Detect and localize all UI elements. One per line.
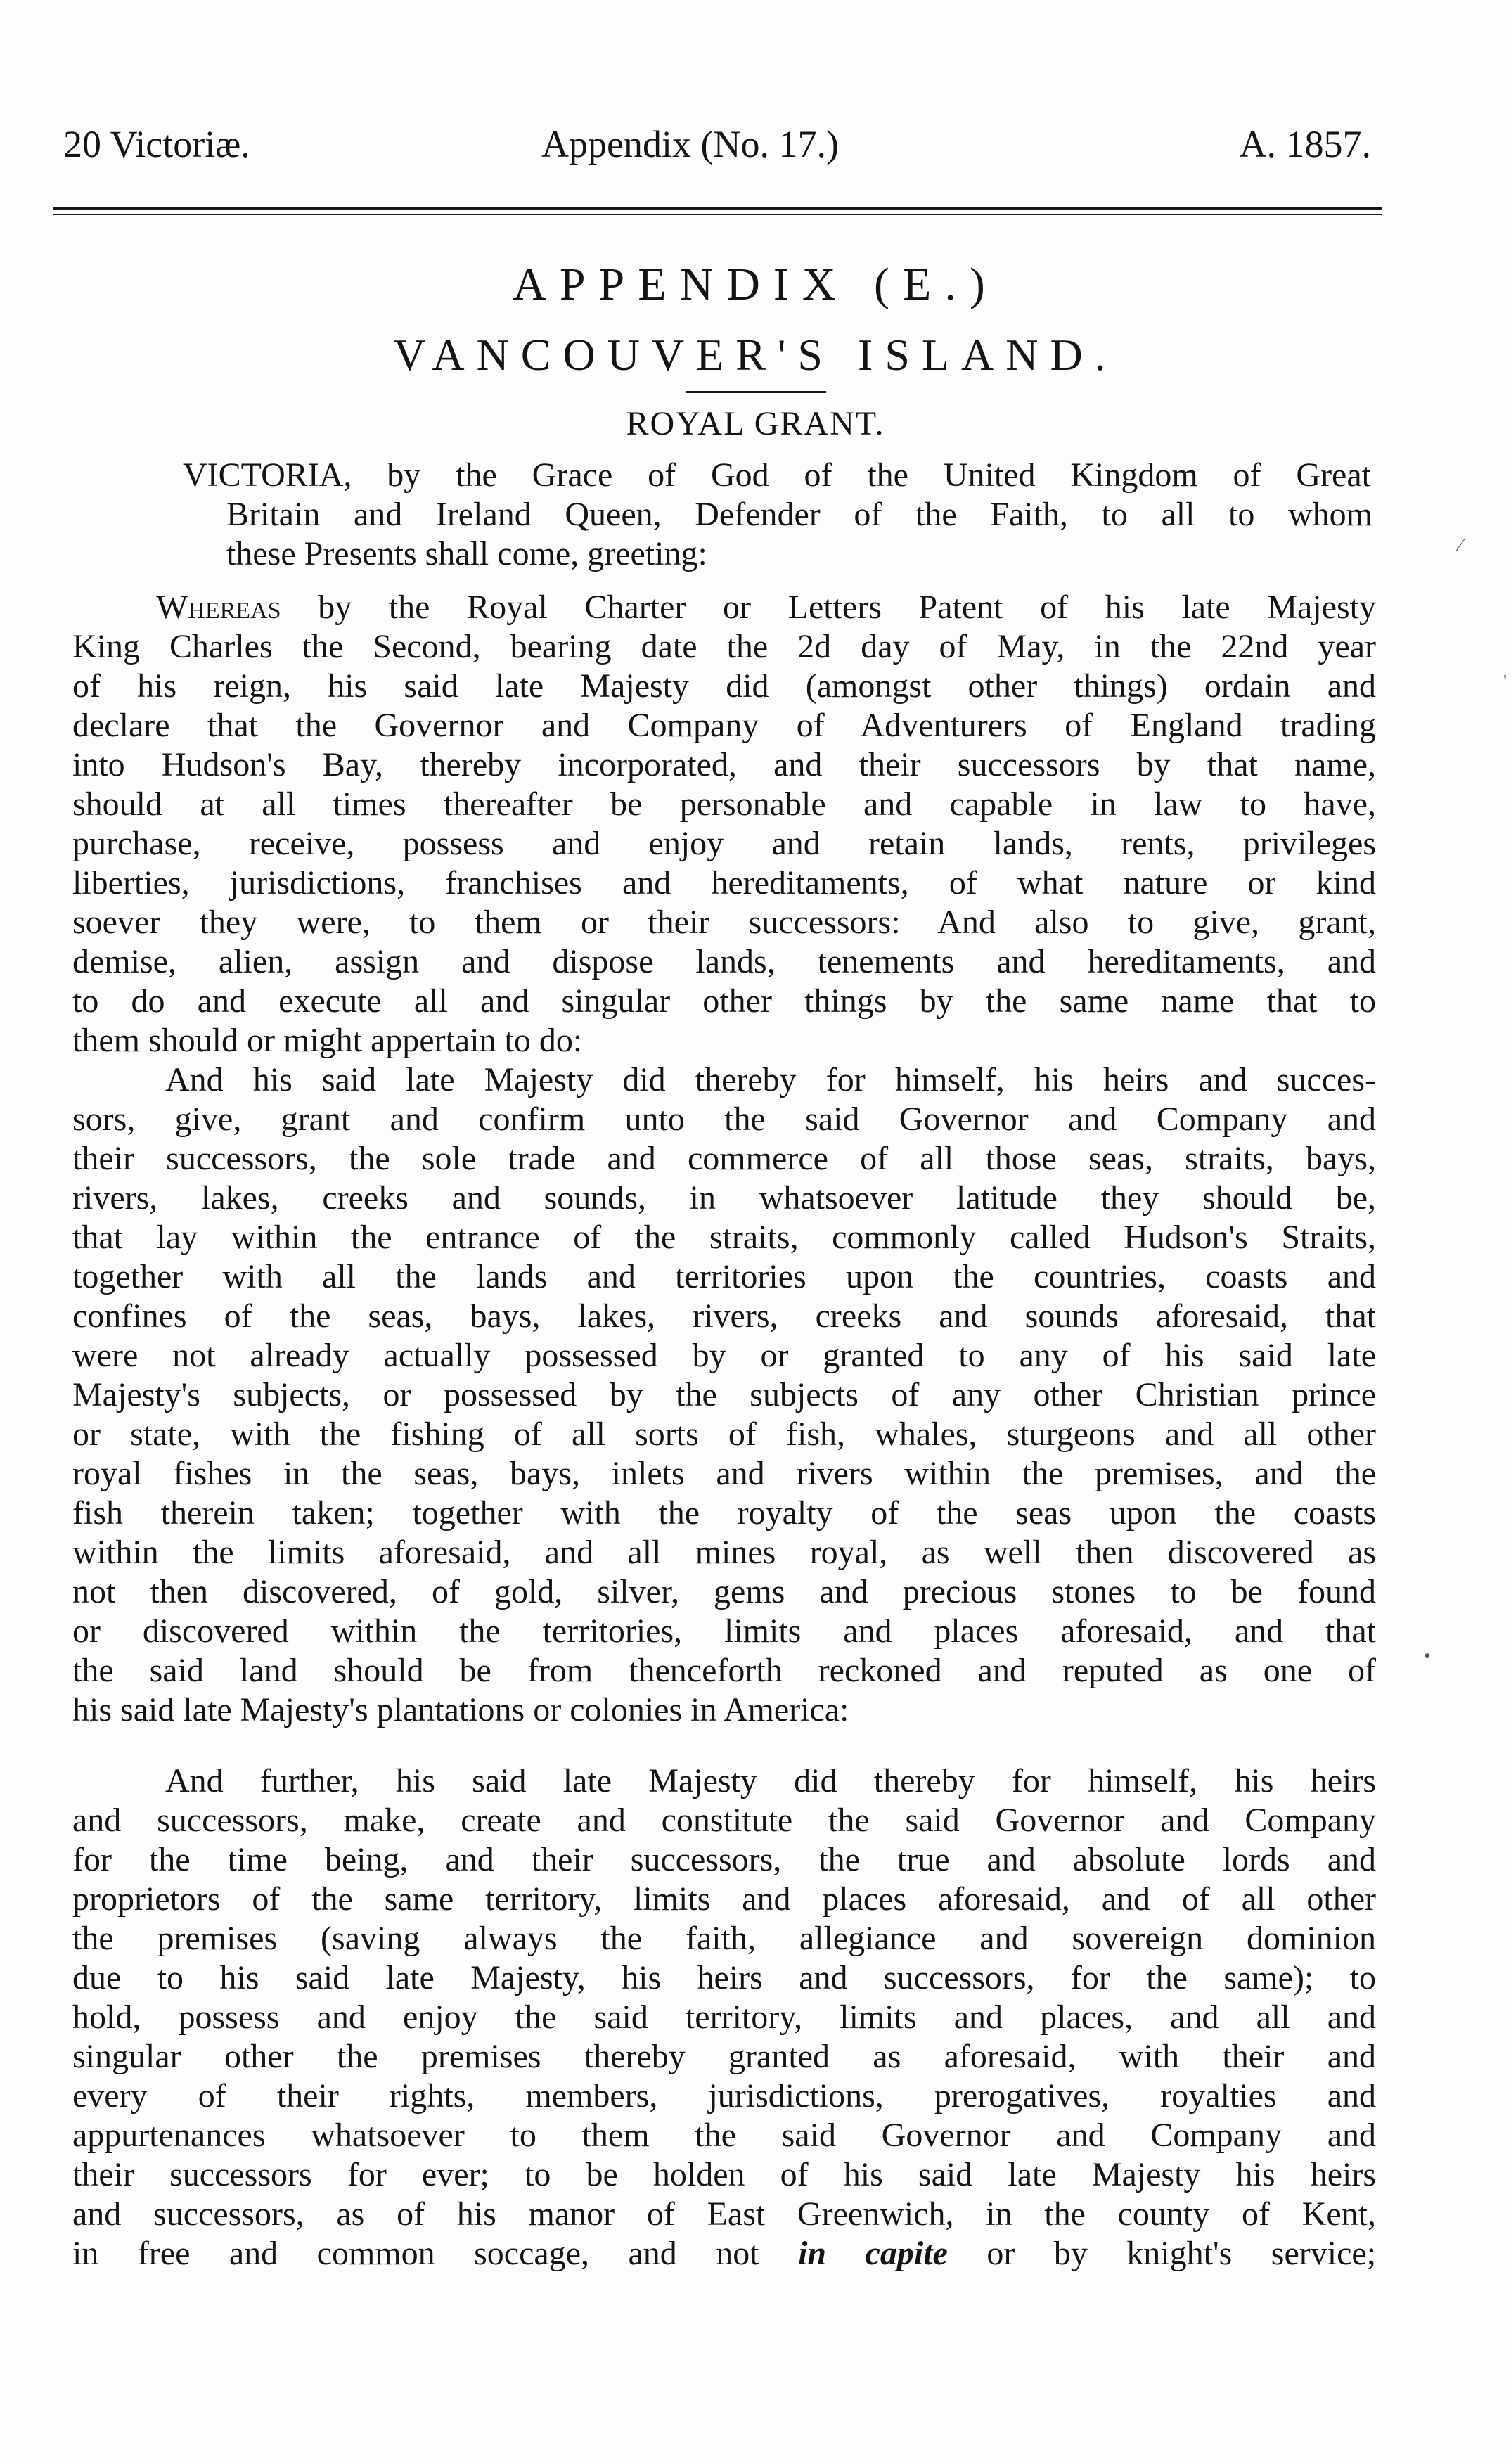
paragraph-text: by the Royal Charter or Letters Patent of his late Majesty — [318, 589, 1376, 626]
running-head — [63, 116, 1371, 172]
document-year: A. 1857. — [1239, 123, 1371, 165]
paragraph-line: to do and execute all and singular other things by the same name that to — [72, 982, 1376, 1020]
paragraph-line: purchase, receive, possess and enjoy and retain lands, rents, privileges — [72, 825, 1376, 862]
paragraph-line: or discovered within the territories, limits and places aforesaid, and that — [72, 1612, 1376, 1650]
opening-line: VICTORIA, by the Grace of God of the United Kingdom of Great — [183, 456, 1371, 494]
paragraph-line: confines of the seas, bays, lakes, rivers, creeks and sounds aforesaid, that — [72, 1297, 1376, 1335]
paragraph-line: into Hudson's Bay, thereby incorporated, and their successors by that name, — [72, 746, 1376, 783]
appendix-number: Appendix (No. 17.) — [541, 123, 839, 165]
paragraph-line: the premises (saving always the faith, allegiance and sovereign dominion — [72, 1920, 1376, 1957]
paragraph-line: every of their rights, members, jurisdictions, prerogatives, royalties and — [72, 2077, 1376, 2115]
paragraph-line: their successors, the sole trade and commerce of all those seas, straits, bays, — [72, 1140, 1376, 1177]
paragraph-line: soever they were, to them or their successors: And also to give, grant, — [72, 904, 1376, 941]
paragraph-line: hold, possess and enjoy the said territory, limits and places, and all and — [72, 1998, 1376, 2036]
paragraph-line: singular other the premises thereby granted as aforesaid, with their and — [72, 2038, 1376, 2075]
header-rule-thin — [53, 214, 1382, 215]
paragraph-line: not then discovered, of gold, silver, gems and precious stones to be found — [72, 1573, 1376, 1610]
paragraph-line: fish therein taken; together with the royalty of the seas upon the coasts — [72, 1494, 1376, 1532]
paragraph-line: declare that the Governor and Company of Adventurers of England trading — [72, 707, 1376, 744]
paragraph-line: that lay within the entrance of the straits, commonly called Hudson's Straits, — [72, 1219, 1376, 1256]
place-title: VANCOUVER'S ISLAND. — [393, 330, 1118, 380]
title-short-rule — [686, 391, 826, 393]
paragraph-line: and successors, make, create and constitute the said Governor and Company — [72, 1802, 1376, 1839]
paragraph-line — [72, 2234, 1376, 2273]
paragraph-line: King Charles the Second, bearing date the 2d day of May, in the 22nd year — [72, 628, 1376, 665]
margin-mark: ' — [1503, 672, 1507, 693]
paragraph-line: were not already actually possessed by or granted to any of his said late — [72, 1337, 1376, 1374]
paragraph-line: appurtenances whatsoever to them the said Governor and Company and — [72, 2117, 1376, 2154]
paragraph-line: And further, his said late Majesty did thereby for himself, his heirs — [165, 1762, 1376, 1799]
paragraph-line: liberties, jurisdictions, franchises and hereditaments, of what nature or kind — [72, 864, 1376, 901]
paragraph-line: due to his said late Majesty, his heirs and successors, for the same); to — [72, 1959, 1376, 1996]
paragraph-line: sors, give, grant and confirm unto the said Governor and Company and — [72, 1101, 1376, 1138]
paragraph-line: of his reign, his said late Majesty did (amongst other things) ordain and — [72, 667, 1376, 705]
opening-line: Britain and Ireland Queen, Defender of the Faith, to all to whom — [226, 496, 1372, 533]
paragraph-line — [156, 588, 1376, 627]
section-subtitle: ROYAL GRANT. — [626, 405, 885, 442]
paragraph-line: demise, alien, assign and dispose lands, tenements and hereditaments, and — [72, 943, 1376, 980]
paragraph-text: or by knight's service; — [986, 2235, 1376, 2272]
header-rule-thick — [53, 207, 1382, 210]
paragraph-line: within the limits aforesaid, and all mines royal, as well then discovered as — [72, 1534, 1376, 1571]
paragraph-line: Majesty's subjects, or possessed by the subjects of any other Christian prince — [72, 1376, 1376, 1413]
appendix-title: APPENDIX (E.) — [513, 259, 998, 310]
paragraph-line: or state, with the fishing of all sorts of fish, whales, sturgeons and all other — [72, 1416, 1376, 1453]
italic-phrase: in capite — [798, 2235, 948, 2272]
paragraph-line: And his said late Majesty did thereby for himself, his heirs and succes- — [165, 1061, 1376, 1098]
paragraph-line: rivers, lakes, creeks and sounds, in whatsoever latitude they should be, — [72, 1179, 1376, 1217]
paragraph-line: proprietors of the same territory, limits and places aforesaid, and of all other — [72, 1880, 1376, 1918]
paragraph-line: them should or might appertain to do: — [72, 1022, 583, 1059]
paragraph-line: his said late Majesty's plantations or colonies in America: — [72, 1691, 849, 1728]
regnal-year: 20 Victoriæ. — [63, 123, 250, 165]
paragraph-line: and successors, as of his manor of East Greenwich, in the county of Kent, — [72, 2195, 1376, 2233]
paragraph-line: royal fishes in the seas, bays, inlets and rivers within the premises, and the — [72, 1455, 1376, 1492]
paragraph-line: their successors for ever; to be holden of his said late Majesty his heirs — [72, 2156, 1376, 2193]
paragraph-line: the said land should be from thenceforth reckoned and reputed as one of — [72, 1652, 1376, 1689]
margin-mark: • — [1424, 1645, 1431, 1667]
margin-mark: ⁄ — [1459, 534, 1462, 556]
opening-line: these Presents shall come, greeting: — [226, 535, 707, 572]
paragraph-line: for the time being, and their successors, the true and absolute lords and — [72, 1841, 1376, 1878]
paragraph-line: together with all the lands and territories upon the countries, coasts and — [72, 1258, 1376, 1295]
whereas-word: Whereas — [156, 589, 281, 626]
paragraph-line: should at all times thereafter be personable and capable in law to have, — [72, 785, 1376, 823]
paragraph-text: in free and common soccage, and not — [72, 2235, 759, 2272]
